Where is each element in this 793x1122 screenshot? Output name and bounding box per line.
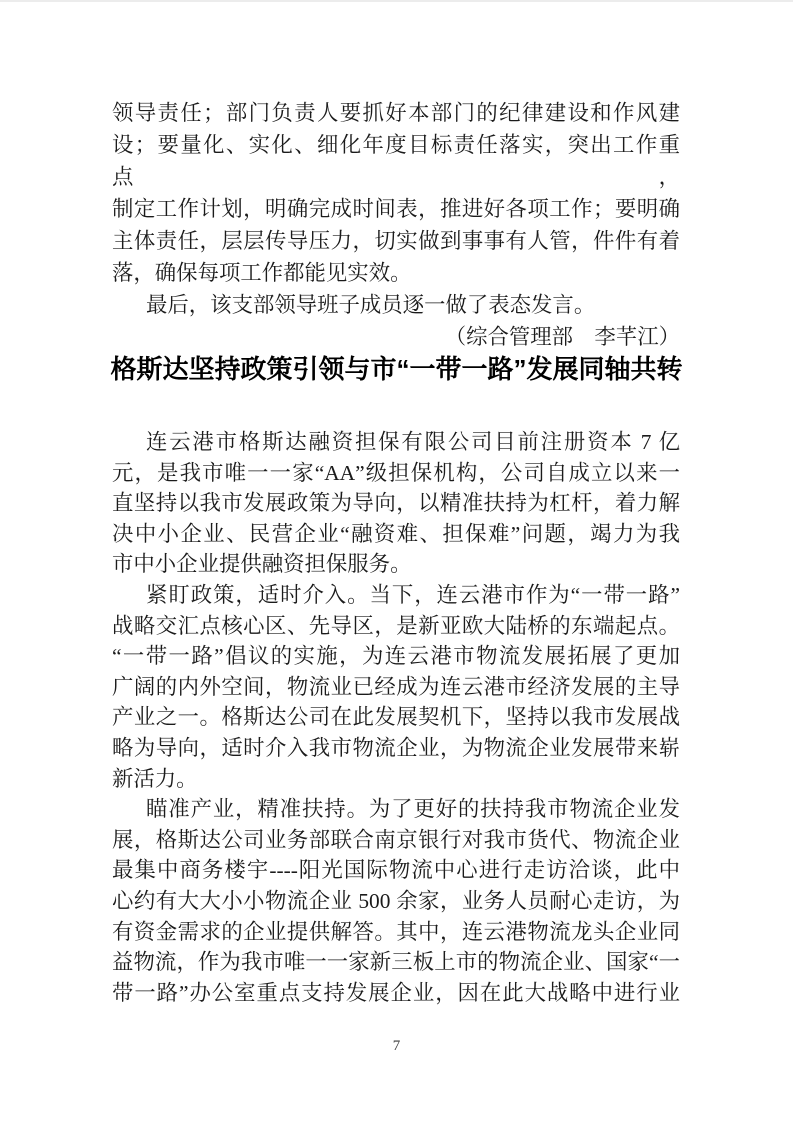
body-text-line: 展，格斯达公司业务部联合南京银行对我市货代、物流企业 xyxy=(112,827,680,852)
previous-article-section xyxy=(112,97,680,353)
body-text-line: 直坚持以我市发展政策为导向，以精准扶持为杠杆，着力解 xyxy=(112,491,680,516)
scan-edge-divider xyxy=(0,0,793,2)
byline: （综合管理部 李芊江） xyxy=(444,325,680,349)
body-text-line: 心约有大大小小物流企业 500 余家，业务人员耐心走访，为 xyxy=(112,888,680,913)
body-text-line: 市中小企业提供融资担保服务。 xyxy=(112,552,412,577)
body-text-line: 领导责任；部门负责人要抓好本部门的纪律建设和作风建 xyxy=(112,101,680,125)
body-text-line: 新活力。 xyxy=(112,766,198,791)
body-text-line: 战略交汇点核心区、先导区，是新亚欧大陆桥的东端起点。 xyxy=(112,613,680,638)
body-text-line: 连云港市格斯达融资担保有限公司目前注册资本 7 亿 xyxy=(146,430,680,454)
body-text-line: 决中小企业、民营企业“融资难、担保难”问题，竭力为我 xyxy=(112,521,680,546)
body-text-line: 制定工作计划，明确完成时间表，推进好各项工作；要明确 xyxy=(112,197,680,221)
body-text-line: 瞄准产业，精准扶持。为了更好的扶持我市物流企业发 xyxy=(146,797,680,822)
body-text-line: 设；要量化、实化、细化年度目标责任落实，突出工作重点， xyxy=(112,133,680,189)
body-text-line: 广阔的内外空间，物流业已经成为连云港市经济发展的主导 xyxy=(112,674,680,699)
closing-statement-line: 最后，该支部领导班子成员逐一做了表态发言。 xyxy=(146,293,596,317)
body-text-line: 产业之一。格斯达公司在此发展契机下，坚持以我市发展战 xyxy=(112,705,680,730)
article-body-section xyxy=(112,427,680,1008)
body-text-line: 有资金需求的企业提供解答。其中，连云港物流龙头企业同 xyxy=(112,919,680,944)
body-text-line: 落，确保每项工作都能见实效。 xyxy=(112,261,412,285)
body-text-line: “一带一路”倡议的实施，为连云港市物流发展拓展了更加 xyxy=(112,644,680,669)
body-text-line: 主体责任，层层传导压力，切实做到事事有人管，件件有着 xyxy=(112,229,680,253)
page-number: 7 xyxy=(392,1038,401,1054)
body-text-line: 紧盯政策，适时介入。当下，连云港市作为“一带一路” xyxy=(146,582,680,607)
body-text-line: 略为导向，适时介入我市物流企业，为物流企业发展带来崭 xyxy=(112,735,680,760)
body-text-line: 益物流，作为我市唯一一家新三板上市的物流企业、国家“一 xyxy=(112,950,680,975)
body-text-line: 最集中商务楼宇----阳光国际物流中心进行走访洽谈，此中 xyxy=(112,858,680,883)
article-title: 格斯达坚持政策引领与市“一带一路”发展同轴共转 xyxy=(110,354,683,384)
body-text-line: 元，是我市唯一一家“AA”级担保机构，公司自成立以来一 xyxy=(112,460,680,485)
body-text-line: 带一路”办公室重点支持发展企业，因在此大战略中进行业 xyxy=(112,980,680,1005)
